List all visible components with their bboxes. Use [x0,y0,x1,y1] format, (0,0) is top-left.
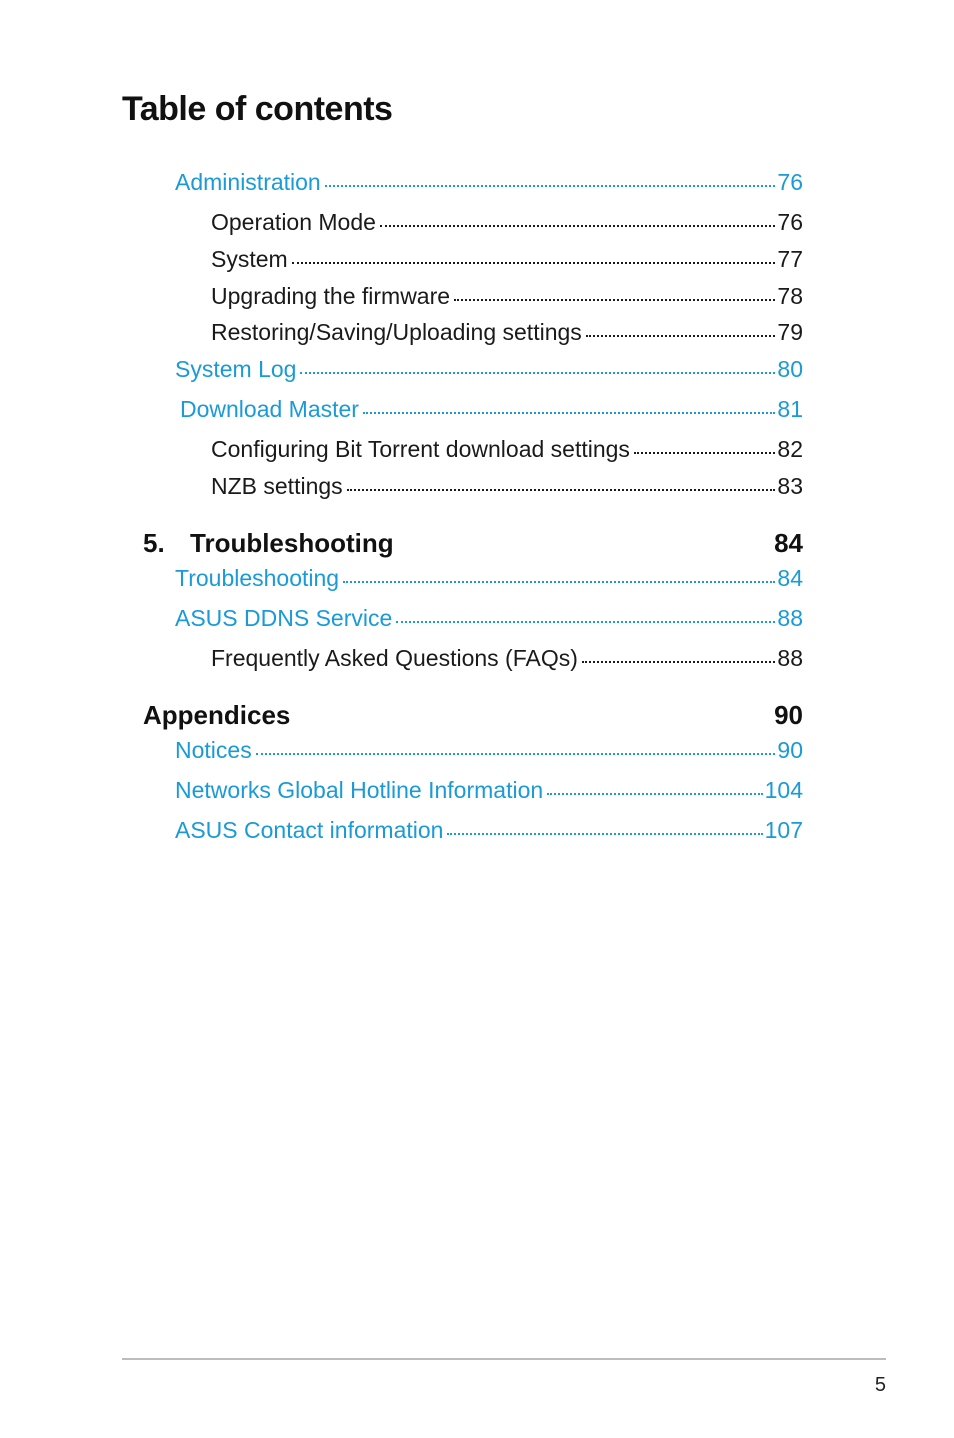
toc-entry-page: 104 [764,777,803,803]
dot-leader [547,793,762,795]
toc-entry-title: Upgrading the firmware [211,283,451,309]
section-title: Appendices [143,700,291,730]
toc-entry-title: Notices [175,737,252,763]
page-number: 5 [874,1374,886,1396]
dot-leader [256,753,776,755]
toc-entry-title: Troubleshooting [175,565,340,591]
dot-leader [454,299,775,301]
toc-entry-page: 81 [777,396,803,422]
dot-leader [300,372,775,374]
toc-entry-page: 77 [777,246,803,272]
toc-entry-administration[interactable] [175,171,803,194]
toc-entry-title: System Log [175,356,297,382]
toc-entry-asus-ddns-service[interactable] [175,607,803,630]
dot-leader [363,412,775,414]
toc-entry-page: 83 [777,473,803,499]
dot-leader [582,661,776,663]
footer-rule [122,1358,886,1360]
toc-entry-faqs[interactable] [211,647,803,670]
toc-entry-title: NZB settings [211,473,343,499]
toc-entry-title: ASUS Contact information [175,817,444,843]
toc-entry-page: 76 [777,169,803,195]
toc-entry-page: 107 [764,817,803,843]
toc-entry-page: 79 [777,319,803,345]
toc-entry-title: Frequently Asked Questions (FAQs) [211,645,578,671]
page-title: Table of contents [122,90,393,128]
toc-entry-page: 82 [777,436,803,462]
dot-leader [396,621,775,623]
section-number: 5. [143,528,165,558]
dot-leader [325,185,776,187]
toc-entry-global-hotline[interactable] [175,779,803,802]
dot-leader [343,581,775,583]
dot-leader [447,833,762,835]
toc-entry-troubleshooting[interactable] [175,567,803,590]
toc-entry-title: Restoring/Saving/Uploading settings [211,319,582,345]
section-heading-appendices[interactable] [143,702,803,728]
toc-entry-page: 76 [777,209,803,235]
toc-entry-title: System [211,246,288,272]
dot-leader [292,262,776,264]
toc-entry-upgrading-firmware[interactable] [211,285,803,308]
dot-leader [586,335,776,337]
toc-entry-page: 80 [777,356,803,382]
toc-entry-title: ASUS DDNS Service [175,605,393,631]
toc-entry-page: 88 [777,605,803,631]
toc-entry-page: 90 [777,737,803,763]
section-page: 90 [774,700,803,730]
toc-entry-title: Administration [175,169,321,195]
toc-entry-title: Networks Global Hotline Information [175,777,544,803]
toc-entry-title: Operation Mode [211,209,376,235]
section-heading-troubleshooting[interactable] [143,530,803,556]
dot-leader [380,225,775,227]
toc-entry-system-log[interactable] [175,358,803,381]
toc-entry-asus-contact[interactable] [175,819,803,842]
toc-entry-title: Download Master [180,396,359,422]
toc-entry-title: Configuring Bit Torrent download settings [211,436,630,462]
toc-entry-nzb-settings[interactable] [211,475,803,498]
toc-entry-download-master[interactable] [180,398,803,421]
toc-entry-operation-mode[interactable] [211,211,803,234]
toc-entry-page: 84 [777,565,803,591]
section-page: 84 [774,528,803,558]
toc-entry-page: 88 [777,645,803,671]
toc-entry-notices[interactable] [175,739,803,762]
toc-entry-bit-torrent-settings[interactable] [211,438,803,461]
dot-leader [347,489,776,491]
toc-entry-restoring-settings[interactable] [211,321,803,344]
section-title: Troubleshooting [190,528,394,558]
dot-leader [634,452,775,454]
toc-entry-page: 78 [777,283,803,309]
toc-entry-system[interactable] [211,248,803,271]
